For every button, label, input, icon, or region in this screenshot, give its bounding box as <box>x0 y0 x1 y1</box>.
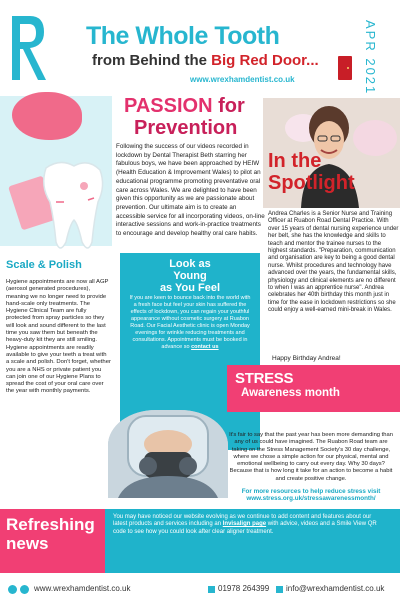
scale-polish-heading: Scale & Polish <box>6 259 82 271</box>
spotlight-line2: Spotlight <box>268 172 355 194</box>
birthday-message: Happy Birthday Andrea! <box>272 355 341 362</box>
contact-us-link[interactable]: contact us <box>191 344 219 350</box>
refreshing-heading <box>6 515 95 553</box>
newsletter-subtitle <box>92 52 319 69</box>
issue-date <box>352 18 382 96</box>
passion-word: PASSION <box>124 95 213 117</box>
stress-resources-link[interactable]: For more resources to help reduce stress visit www.stress.org.uk/stressawarenessmonth/ <box>241 488 381 503</box>
refreshing-body-start: You may have noticed our website evolving as we continue to add content and features about our latest products and services including an <box>113 514 372 528</box>
r-logo <box>8 12 48 84</box>
scale-polish-body: Hygiene appointments are now all AGP (aerosol generated procedures), meaning we no longer need to provide hand-scale only treatments. The Hygiene Clinical Team are fully protected from spray particles so they will look and sound different to the last time you saw them but beneath the heavy-duty kit they are still smiling. Hygiene appointments are readily available to give your teeth a treat with a scale and polish. Don't forget, whether you are a NHS or private patient you can join one of our Hygiene Plans to spread the cost of your oral care over the year with monthly payments. <box>6 279 111 395</box>
header-website-link[interactable]: www.wrexhamdentist.co.uk <box>190 75 295 84</box>
refreshing-news-panel <box>0 509 105 573</box>
phone-icon <box>208 586 215 593</box>
stress-heading: STRESS <box>235 370 294 387</box>
red-door-icon <box>338 56 352 80</box>
newsletter-title: The Whole Tooth <box>86 22 280 50</box>
prevention-word: Prevention <box>134 117 238 139</box>
young-line2: Young <box>173 270 207 282</box>
passion-article-body: Following the success of our videos recorded in lockdown by Dental Therapist Beth starring her fabulous boys, we have been approached by HEIW (Health Education & Improvement Wales) to pilot an educational programme promoting preventative oral care across Wales. We are delighted to have been given this opportunity as we are passionate about prevention. Our ultimate aim is to create an accessible service for all incorporating videos, on-line interactive sessions and work-in-practice treatments to encourage and develop healthy oral care habits. <box>116 143 265 238</box>
spotlight-line1: In the <box>268 150 322 172</box>
facebook-icon[interactable] <box>20 585 29 594</box>
subtitle-prefix: from Behind the <box>92 52 212 69</box>
spotlight-article-body: Andrea Charles is a Senior Nurse and Training Officer at Ruabon Road Dental Practice. With over 15 years of dental nursing experience under her belt, she has the knowledge and skills to teach and mentor the trainee nurses to the highest standards. "Preparation, communication and organisation are key to being a good dental nurse. Whilst procedures and technology have advanced over the years, the fundamental skills, physiology and clinical elements are no different to when I was an apprentice nurse". Andrea celebrates her 40th birthday this month just in time for the ease in lockdown restrictions so she could enjoy a well-earned mini-break in Wales. <box>268 211 399 314</box>
invisalign-link[interactable]: Invisalign page <box>222 521 267 528</box>
young-line3: as You Feel <box>159 282 221 294</box>
hygienist-photo <box>108 410 228 498</box>
hygienist-illustration <box>108 410 228 498</box>
pink-blob-decoration <box>12 92 82 140</box>
footer-phone[interactable]: 01978 264399 <box>218 584 270 593</box>
young-body-text: If you are keen to bounce back into the world with a fresh face but feel your skin has suffered the effects of lockdown, you can regain your youthful appearance without cosmetic surgery at Ruabon Road. Our Facial Aesthetic clinic is open Monday evenings for wrinkle reducing treatments and consultations. Appointments must be booked in advance so <box>129 295 251 350</box>
young-line1: Look as <box>169 258 211 270</box>
email-icon <box>276 586 283 593</box>
subtitle-highlight: Big Red Door... <box>211 52 319 69</box>
young-heading <box>120 253 260 294</box>
footer-email[interactable]: info@wrexhamdentist.co.uk <box>286 584 385 593</box>
refreshing-body-end: with advice, videos and a Smile View QR code to see how you could look after clear aligner treatment. <box>113 521 377 535</box>
tooth-icon <box>8 150 108 260</box>
refreshing-body <box>113 514 383 536</box>
stress-article-body: It's fair to say that the past year has been more demanding than any of us could have imagined. The Ruabon Road team are taking on the Stress Management Society's 30 day challenge, where we chose a simple action for our physical, mental and emotional wellbeing to carry out every day. Why 30 days? Because that is how long it take for an action to become a habit and create positive change. <box>229 432 393 482</box>
refreshing-news-content <box>105 509 400 573</box>
refreshing-line1: Refreshing <box>6 515 95 534</box>
young-body <box>128 295 252 351</box>
instagram-icon[interactable] <box>8 585 17 594</box>
spotlight-heading <box>268 150 355 194</box>
stress-subheading: Awareness month <box>241 387 340 399</box>
issue-date-text: APR 2021 <box>363 20 378 96</box>
passion-heading <box>124 95 245 139</box>
passion-for: for <box>212 95 245 117</box>
footer-website[interactable]: www.wrexhamdentist.co.uk <box>34 584 131 593</box>
stress-banner <box>227 365 400 412</box>
refreshing-line2: news <box>6 534 49 553</box>
